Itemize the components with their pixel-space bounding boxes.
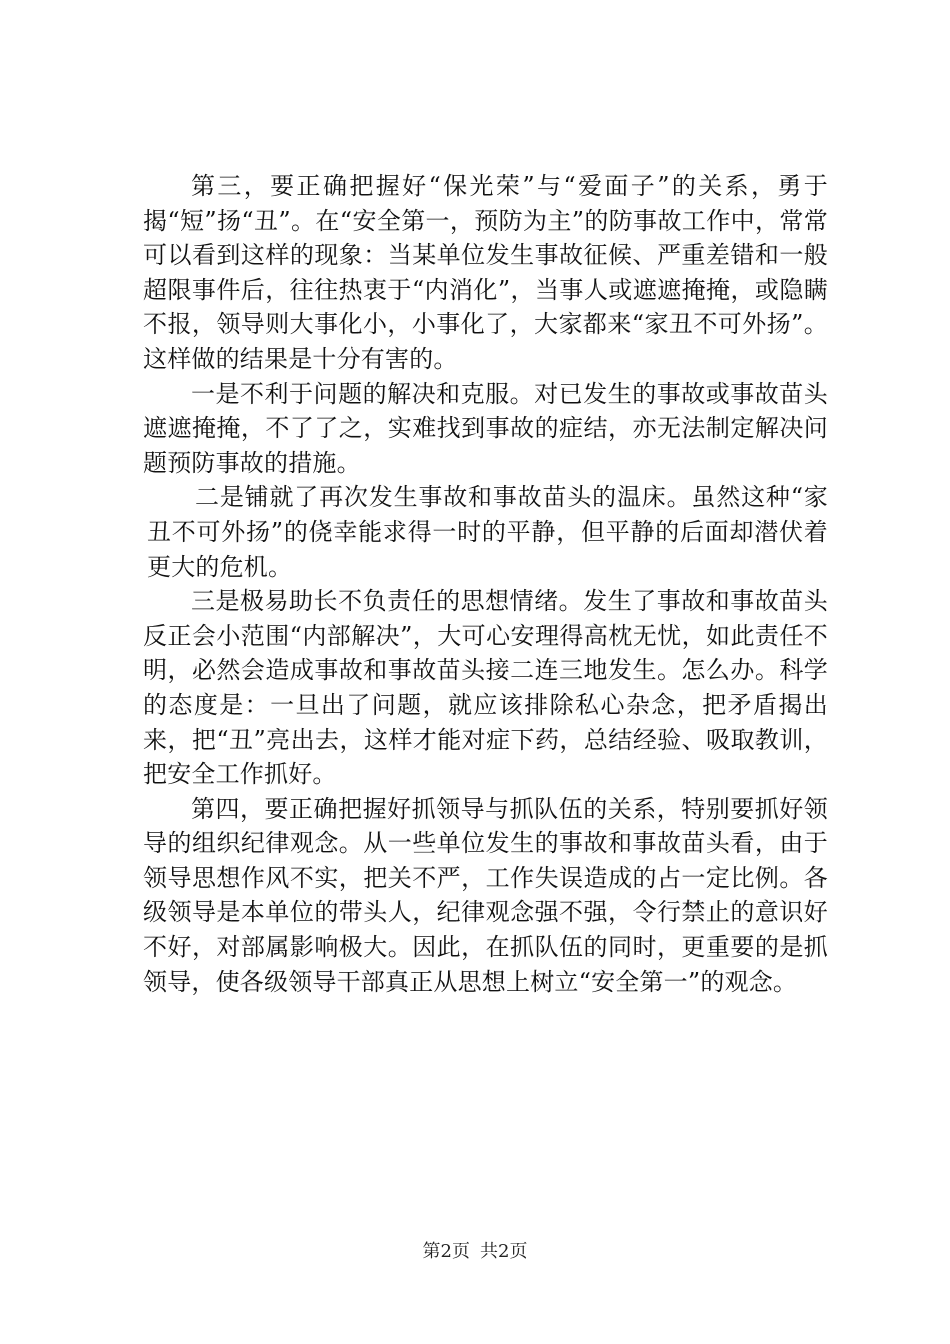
paragraph: 三是极易助长不负责任的思想情绪。发生了事故和事故苗头反正会小范围“内部解决”，大可心安理得高枕无忧，如此责任不明，必然会造成事故和事故苗头接二连三地发生。怎么办。科学的态度是：一旦出了问题，就应该排除私心杂念，把矛盾揭出来，把“丑”亮出去，这样才能对症下药，总结经验、吸取教训，把安全工作抓好。 (143, 587, 828, 789)
document-body (143, 169, 828, 999)
paragraph: 一是不利于问题的解决和克服。对已发生的事故或事故苗头遮遮掩掩，不了了之，实难找到事故的症结，亦无法制定解决问题预防事故的措施。 (143, 379, 828, 477)
page-number-current: 第2页 (422, 1241, 470, 1262)
page-footer (0, 1240, 950, 1264)
paragraph: 第四，要正确把握好抓领导与抓队伍的关系，特别要抓好领导的组织纪律观念。从一些单位发生的事故和事故苗头看，由于领导思想作风不实，把关不严，工作失误造成的占一定比例。各级领导是本单位的带头人，纪律观念强不强，令行禁止的意识好不好，对部属影响极大。因此，在抓队伍的同时，更重要的是抓领导，使各级领导干部真正从思想上树立“安全第一”的观念。 (143, 794, 828, 996)
page-number-total: 共2页 (480, 1241, 528, 1262)
paragraph: 二是铺就了再次发生事故和事故苗头的温床。虽然这种“家丑不可外扬”的侥幸能求得一时的平静，但平静的后面却潜伏着更大的危机。 (147, 483, 828, 581)
paragraph: 第三，要正确把握好“保光荣”与“爱面子”的关系，勇于揭“短”扬“丑”。在“安全第一，预防为主”的防事故工作中，常常可以看到这样的现象：当某单位发生事故征候、严重差错和一般超限事件后，往往热衷于“内消化”，当事人或遮遮掩掩，或隐瞒不报，领导则大事化小，小事化了，大家都来“家丑不可外扬”。这样做的结果是十分有害的。 (143, 172, 828, 373)
